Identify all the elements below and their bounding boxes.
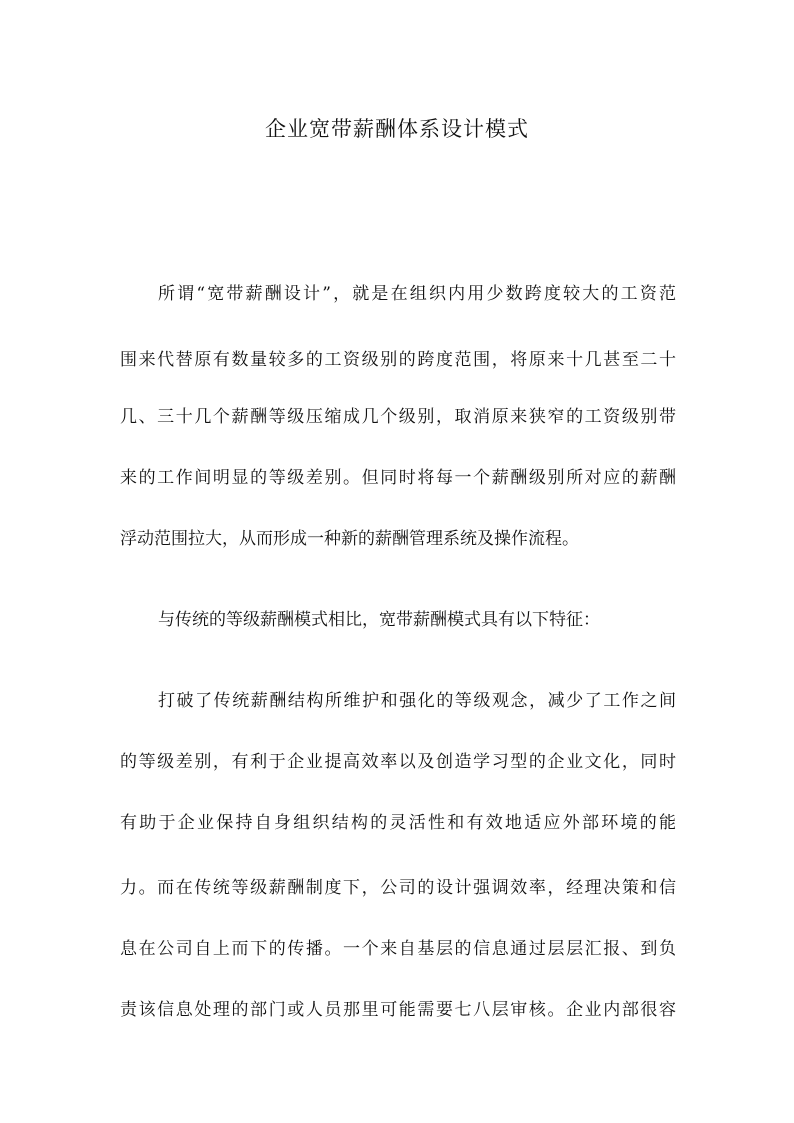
paragraph-2-line-1: 与传统的等级薪酬模式相比，宽带薪酬模式具有以下特征： <box>158 610 600 630</box>
paragraph-3-line-4: 力。而在传统等级薪酬制度下，公司的设计强调效率，经理决策和信 <box>120 878 676 898</box>
paragraph-1-line-4: 来的工作间明显的等级差别。但同时将每一个薪酬级别所对应的薪酬 <box>120 468 676 488</box>
document-title: 企业宽带薪酬体系设计模式 <box>265 117 529 141</box>
paragraph-3-line-1: 打破了传统薪酬结构所维护和强化的等级观念，减少了工作之间 <box>158 691 676 711</box>
paragraph-1-line-2: 围来代替原有数量较多的工资级别的跨度范围，将原来十几甚至二十 <box>120 350 676 370</box>
paragraph-1-line-5: 浮动范围拉大，从而形成一种新的薪酬管理系统及操作流程。 <box>120 529 579 549</box>
paragraph-3-line-6: 责该信息处理的部门或人员那里可能需要七八层审核。企业内部很容 <box>120 1000 676 1020</box>
paragraph-3-line-5: 息在公司自上而下的传播。一个来自基层的信息通过层层汇报、到负 <box>120 939 676 959</box>
paragraph-3-line-3: 有助于企业保持自身组织结构的灵活性和有效地适应外部环境的能 <box>120 813 676 833</box>
paragraph-1-line-3: 几、三十几个薪酬等级压缩成几个级别，取消原来狭窄的工资级别带 <box>120 407 676 427</box>
paragraph-1-line-1: 所谓“宽带薪酬设计”，就是在组织内用少数跨度较大的工资范 <box>158 284 676 304</box>
paragraph-3-line-2: 的等级差别，有利于企业提高效率以及创造学习型的企业文化，同时 <box>120 752 676 772</box>
